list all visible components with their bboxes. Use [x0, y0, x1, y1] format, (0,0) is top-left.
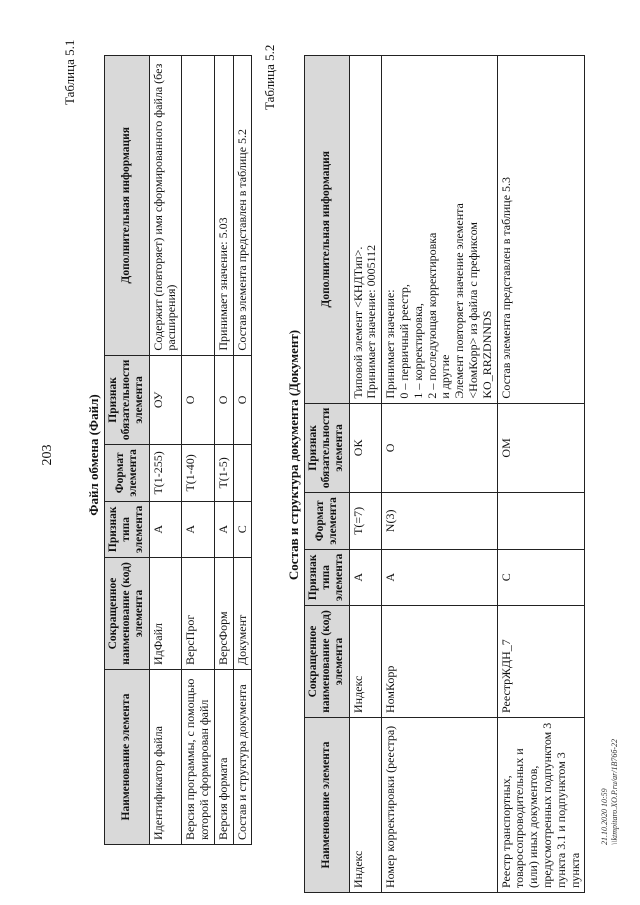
table-cell: Реестр транспортных, товаросопроводительных и (или) иных документов, предусмотренных подпунктом 3 пункта 3.1 и подпунктом 3 пункта	[497, 718, 585, 893]
page-number: 203	[40, 444, 55, 466]
table1-header: Сокращенное наименование (код) элемента	[105, 558, 150, 670]
table-cell: О	[214, 355, 233, 445]
table-cell: А	[149, 501, 182, 557]
table-cell: T(1-40)	[182, 445, 215, 501]
table1-label: Таблица 5.1	[62, 39, 77, 105]
table-cell: Индекс	[349, 606, 382, 718]
table-row	[149, 56, 182, 845]
table-cell: О	[382, 403, 497, 493]
table-cell: N(3)	[382, 493, 497, 549]
table-cell: О	[182, 355, 215, 445]
table-cell: Состав элемента представлен в таблице 5.2	[233, 56, 252, 356]
table1-header: Формат элемента	[105, 445, 150, 501]
table-cell: Содержит (повторяет) имя сформированного файла (без расширения)	[149, 56, 182, 356]
table-cell: РеестрЖДН_7	[497, 606, 585, 718]
table-cell: ВерсПрог	[182, 558, 215, 670]
table-cell: T(1-255)	[149, 445, 182, 501]
stamp-path: \\ktmpitaro.XO.P.ru/ar/1В76б-22	[609, 738, 619, 845]
table-cell: Версия формата	[214, 670, 233, 845]
table-cell: НомКорр	[382, 606, 497, 718]
table-cell: ИдФайл	[149, 558, 182, 670]
table-cell: ОМ	[497, 403, 585, 493]
table-cell: Состав элемента представлен в таблице 5.3	[497, 56, 585, 404]
table-row	[349, 56, 382, 893]
table1-header: Дополнительная информация	[105, 56, 150, 356]
table-cell: ОУ	[149, 355, 182, 445]
table2	[304, 55, 585, 893]
table-cell: ОК	[349, 403, 382, 493]
table-cell: T(1-5)	[214, 445, 233, 501]
table1	[104, 55, 252, 845]
table-cell: Версия программы, с помощью которой сформирован файл	[182, 670, 215, 845]
table-cell: Состав и структура документа	[233, 670, 252, 845]
table1-header: Наименование элемента	[105, 670, 150, 845]
table-cell: О	[233, 355, 252, 445]
table-cell	[233, 445, 252, 501]
table-cell	[497, 493, 585, 549]
table-cell: Идентификатор файла	[149, 670, 182, 845]
print-stamp	[600, 739, 619, 845]
table-cell: Индекс	[349, 718, 382, 893]
table-cell	[182, 56, 215, 356]
table-cell: С	[497, 549, 585, 605]
table1-header-row	[105, 56, 150, 845]
table-row	[497, 56, 585, 893]
table-cell: А	[182, 501, 215, 557]
table-cell: С	[233, 501, 252, 557]
table-cell: А	[382, 549, 497, 605]
table-cell: ВерсФорм	[214, 558, 233, 670]
table-row	[233, 56, 252, 845]
stamp-date: 21.10.2020 10:59	[600, 788, 609, 845]
table-row	[382, 56, 497, 893]
table2-header: Формат элемента	[305, 493, 350, 549]
table-cell: Документ	[233, 558, 252, 670]
table-cell: Принимает значение: 5.03	[214, 56, 233, 356]
table2-header: Признак типа элемента	[305, 549, 350, 605]
table2-header: Дополнительная информация	[305, 56, 350, 404]
table2-header: Признак обязательности элемента	[305, 403, 350, 493]
table2-header: Наименование элемента	[305, 718, 350, 893]
table-cell: А	[214, 501, 233, 557]
table-cell: T(=7)	[349, 493, 382, 549]
table-row	[182, 56, 215, 845]
table2-header-row	[305, 56, 350, 893]
table-cell: Номер корректировки (реестра)	[382, 718, 497, 893]
table1-header: Признак типа элемента	[105, 501, 150, 557]
table1-header: Признак обязательности элемента	[105, 355, 150, 445]
table-cell: Типовой элемент <КНДТип>. Принимает значение: 0005112	[349, 56, 382, 404]
table2-title: Состав и структура документа (Документ)	[286, 329, 301, 581]
table2-label: Таблица 5.2	[262, 44, 277, 110]
table-cell: Принимает значение: 0 – первичный реестр, 1 – корректировка, 2 – последующая корректировка и другие Элемент повторяет значение элемента <НомКорр> из файла с префиксом KO_RRZDNNDS	[382, 56, 497, 404]
table1-title: Файл обмена (Файл)	[86, 394, 101, 516]
table-cell: А	[349, 549, 382, 605]
table2-header: Сокращенное наименование (код) элемента	[305, 606, 350, 718]
table-row	[214, 56, 233, 845]
